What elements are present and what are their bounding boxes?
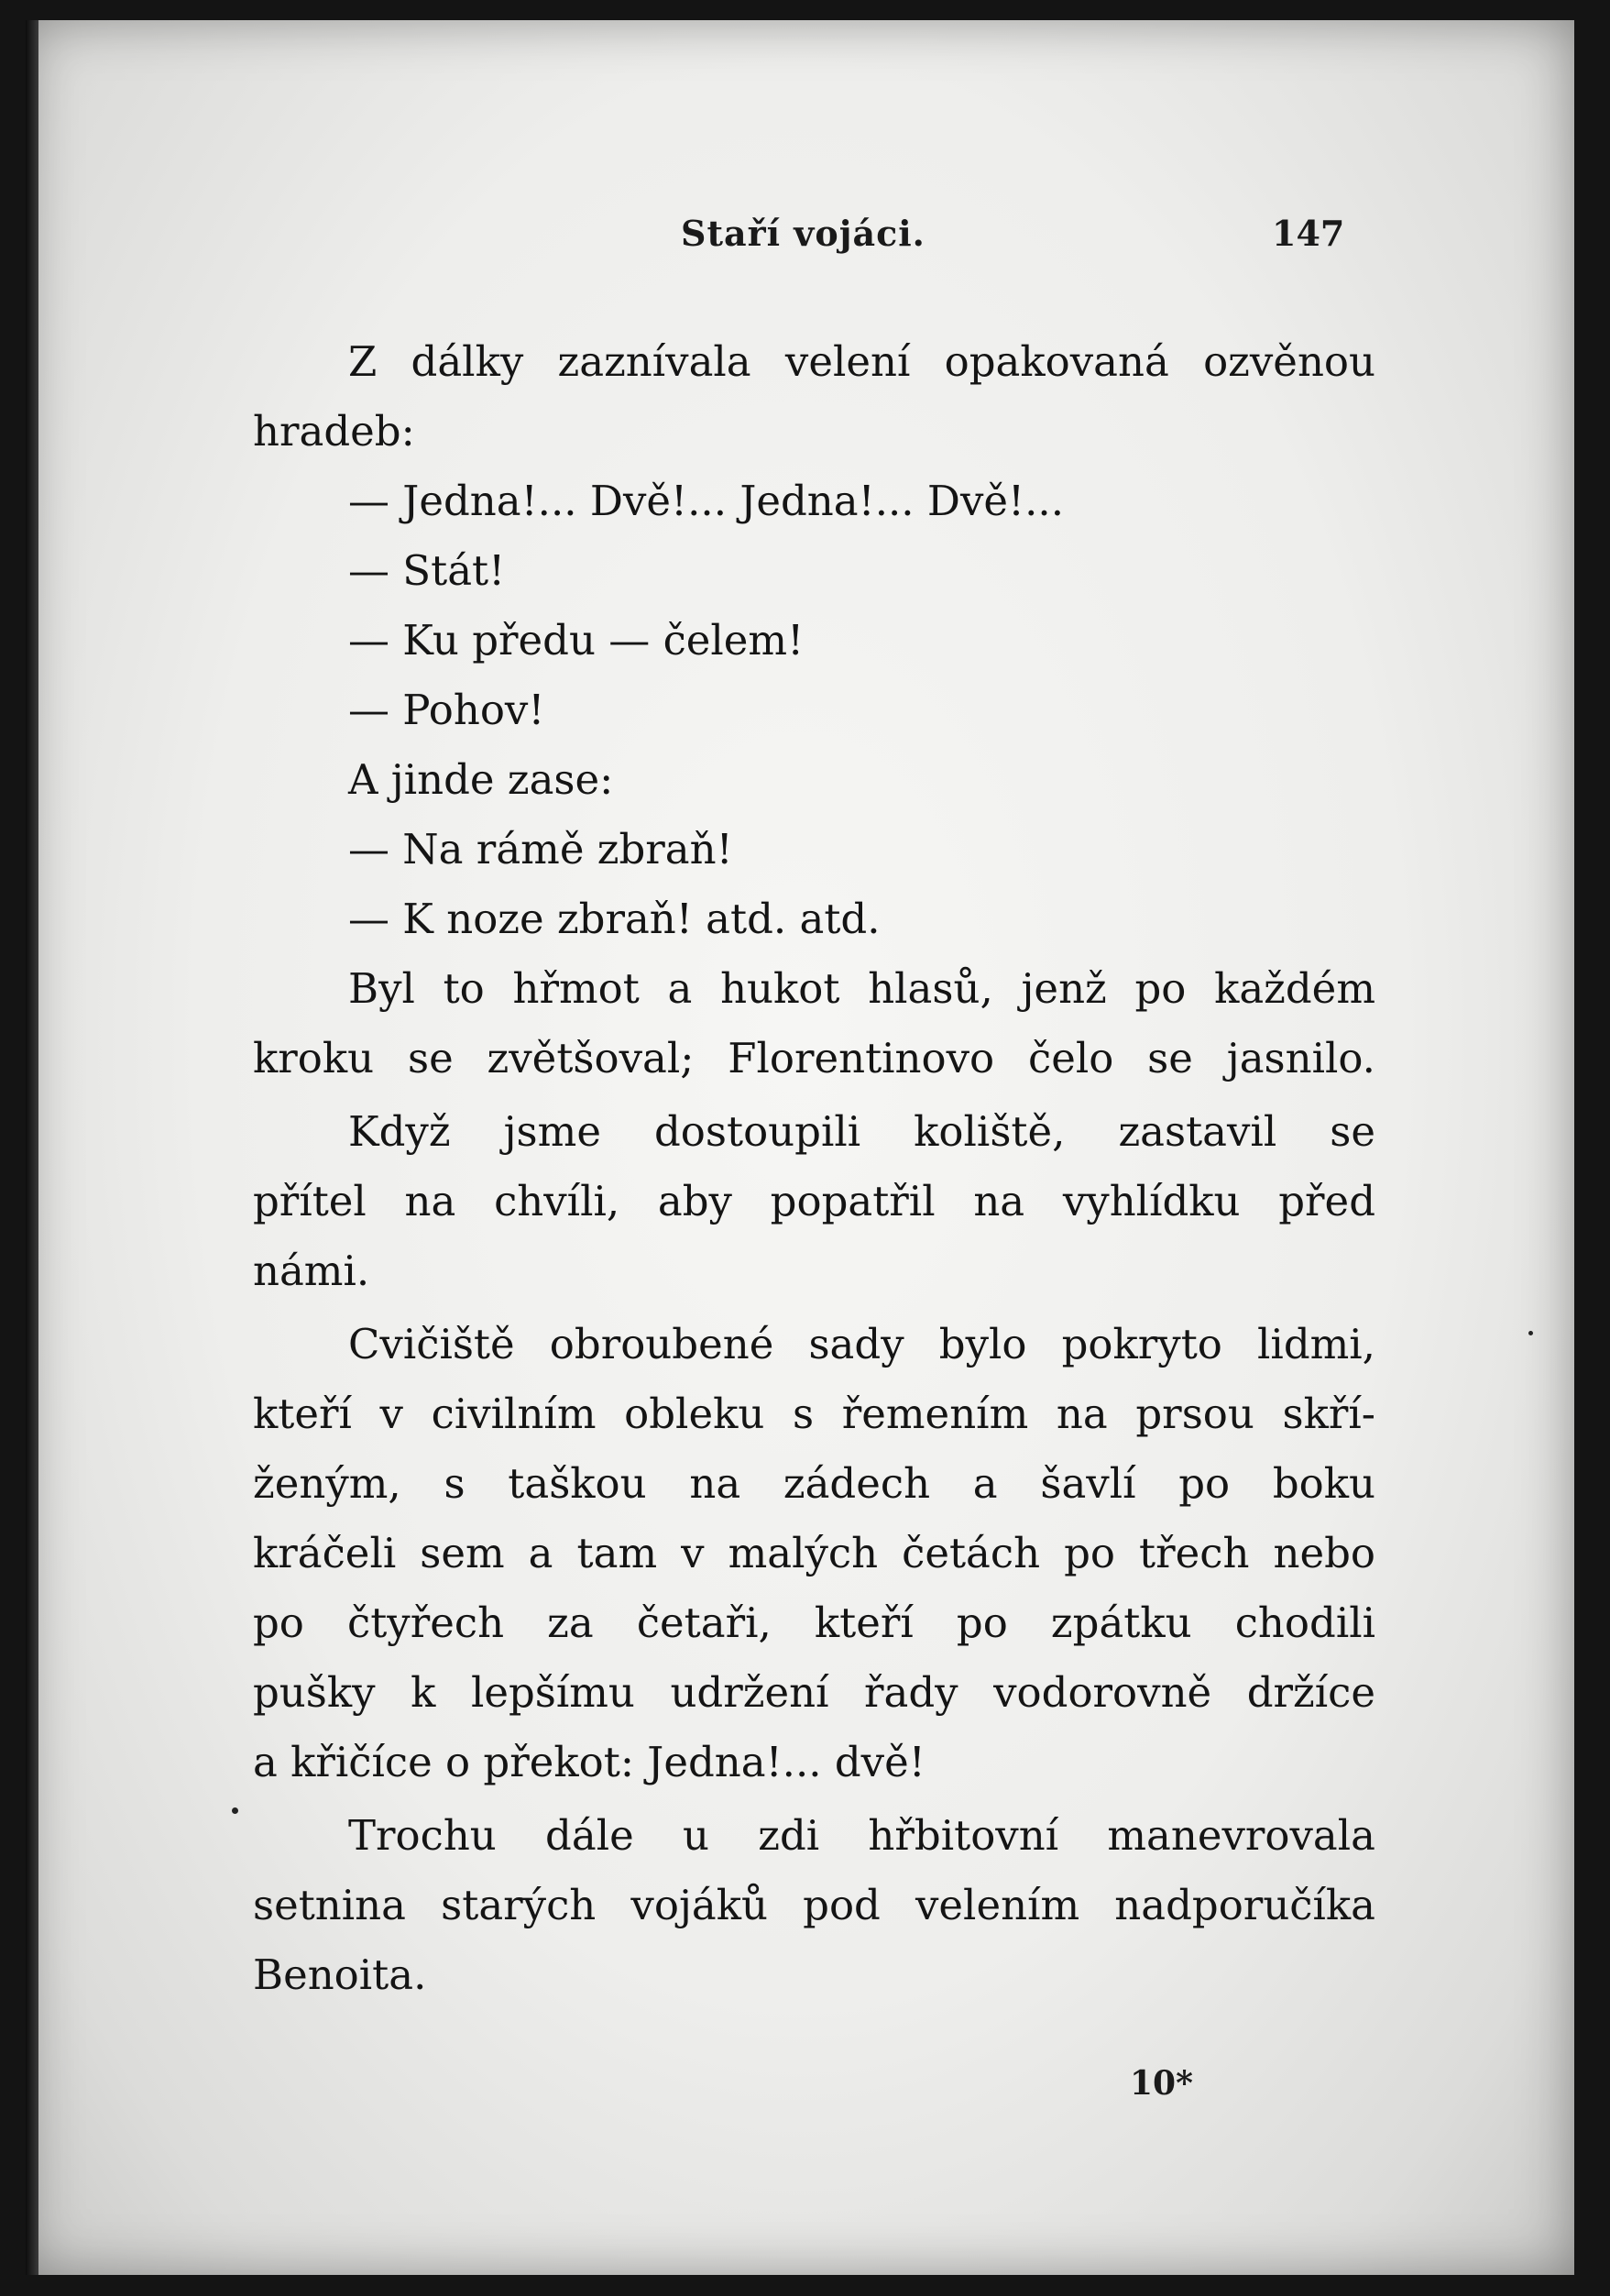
body-text xyxy=(253,327,1375,2010)
text-line: pušky k lepšímu udržení řady vodorovně držíce xyxy=(253,1668,1375,1717)
text-line: setnina starých vojáků pod velením nadporučíka xyxy=(253,1881,1375,1929)
text-line: hradeb: xyxy=(253,407,415,456)
page-header xyxy=(26,213,1574,268)
text-line: A jinde zase: xyxy=(348,755,614,804)
text-line: a křičíce o překot: Jedna!... dvě! xyxy=(253,1738,925,1786)
text-line: přítel na chvíli, aby popatřil na vyhlídku před xyxy=(253,1177,1375,1225)
print-speck xyxy=(232,1807,238,1814)
text-line: Když jsme dostoupili koliště, zastavil se xyxy=(348,1107,1375,1156)
text-line: Trochu dále u zdi hřbitovní manevrovala xyxy=(348,1811,1375,1860)
text-line: kráčeli sem a tam v malých četách po třech nebo xyxy=(253,1529,1375,1577)
book-page xyxy=(26,20,1574,2275)
text-line: po čtyřech za četaři, kteří po zpátku chodili xyxy=(253,1598,1375,1647)
signature-mark: 10* xyxy=(1130,2064,1193,2103)
text-line: námi. xyxy=(253,1247,370,1295)
text-line: kteří v civilním obleku s řemením na prsou skří- xyxy=(253,1390,1375,1438)
print-speck xyxy=(1528,1331,1533,1335)
text-line: — Na rámě zbraň! xyxy=(348,825,733,873)
text-line: — Pohov! xyxy=(348,686,545,734)
text-line: Z dálky zaznívala velení opakovaná ozvěnou xyxy=(348,337,1375,386)
text-line: Cvičiště obroubené sady bylo pokryto lidmi, xyxy=(348,1320,1375,1368)
text-line: ženým, s taškou na zádech a šavlí po boku xyxy=(253,1459,1375,1508)
text-line: Benoita. xyxy=(253,1950,427,1999)
text-line: — Stát! xyxy=(348,546,506,595)
text-line: — Ku předu — čelem! xyxy=(348,616,805,665)
text-line: Byl to hřmot a hukot hlasů, jenž po každém xyxy=(348,964,1375,1013)
text-line: — K noze zbraň! atd. atd. xyxy=(348,895,881,943)
text-line: kroku se zvětšoval; Florentinovo čelo se jasnilo. xyxy=(253,1034,1375,1082)
page-number: 147 xyxy=(1272,213,1345,254)
book-spine-shadow xyxy=(26,20,38,2275)
running-title: Staří vojáci. xyxy=(681,213,925,254)
text-line: — Jedna!... Dvě!... Jedna!... Dvě!... xyxy=(348,477,1065,525)
